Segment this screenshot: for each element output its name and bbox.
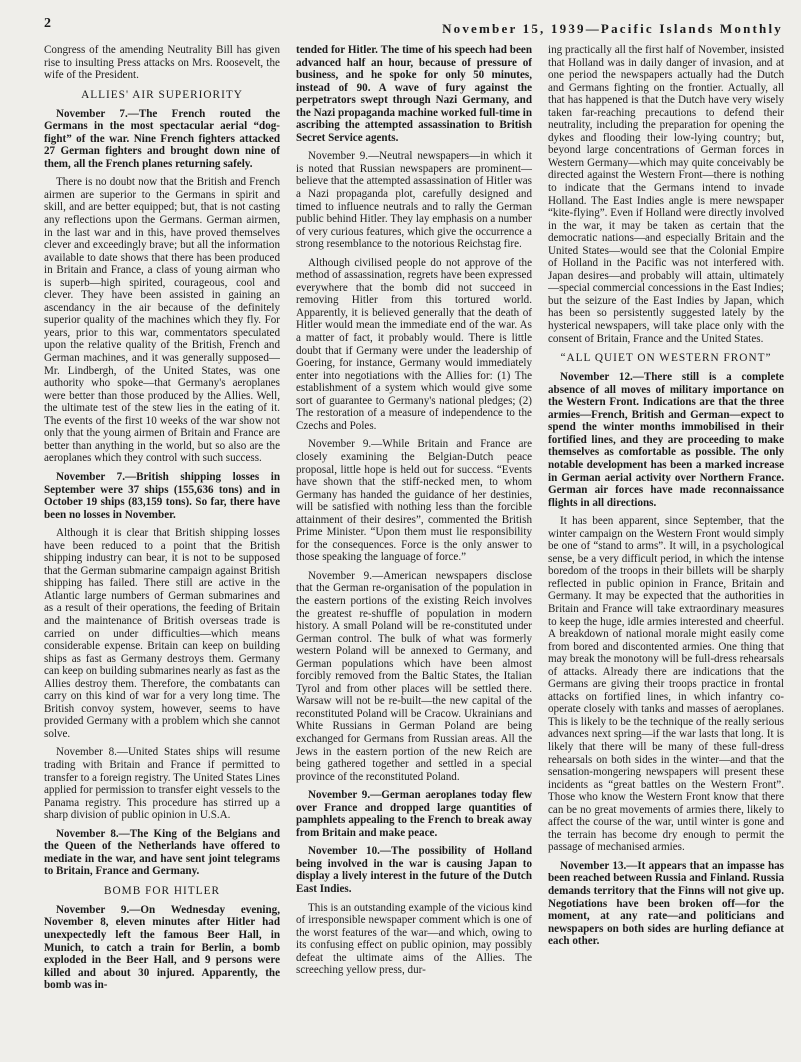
section-heading: “ALL QUIET ON WESTERN FRONT”: [560, 352, 772, 365]
section-heading: ALLIES' AIR SUPERIORITY: [81, 88, 243, 101]
news-item-lead: November 7.—The French routed the Germans in the most spectacular aerial “dog-fight” of the war. Nine French fighters attacked 27 German fighters and brought down nine of them, all the French planes returning safely.: [44, 107, 280, 170]
running-title: November 15, 1939—Pacific Islands Monthly: [442, 21, 783, 36]
paragraph: Congress of the amending Neutrality Bill has given rise to insulting Press attacks on Mrs. Roosevelt, the wife of the President.: [44, 44, 280, 82]
paragraph: November 9.—American newspapers disclose that the German re-organisation of the population in the eastern portions of the existing Reich involves the greatest re-shuffle of population in modern history. A small Poland will be re-constituted under German control. The bulk of what was formerly western Poland will be annexed to Germany, and German populations which have been almost forcibly removed from the Baltic States, the Italian Tyrol and from other places will be settled there. Warsaw will not be re-built—the new capital of the reconstituted Poland will be Cracow. Ukrainians and White Russians in German Poland are being exchanged for Germans from Russian areas. All the Jews in the eastern portion of the new Reich are being gathered together and settled in a special province of the reconstituted Poland.: [296, 569, 532, 783]
paragraph: ing practically all the first half of November, insisted that Holland was in daily danger of invasion, and at one period the newspapers actually had the Dutch and Germans fighting on the frontier. Actually, all that has happened is that the Dutch have very wisely taken far-reaching precautions to defend their neutrality, including the preparation for opening the dykes and flooding their low-lying country; but, beyond large concentrations of German forces in Western Germany—which may quite conceivably be directed against the Western Front—there is nothing to indicate that the Germans intend to invade Holland. The East Indies angle is mere newspaper “kite-flying”. Even if Holland were directly involved in the war, it may be taken as certain that the democratic nations—and especially Britain and the United States—would see that the Colonial Empire of Holland in the Pacific was not interfered with. Japan desires—and probably will attain, ultimately—special commercial concessions in the East Indies; but the seizure of the East Indies by Japan, which has been so persistently suggested lately by the hysterical newspapers, will take place only with the consent of Britain, France and the United States.: [548, 44, 784, 345]
column-1: [44, 44, 280, 1054]
paragraph: November 9.—Neutral newspapers—in which it is noted that Russian newspapers are prominent—believe that the attempted assassination of Hitler was a Nazi propaganda plot, carefully designed and timed to influence neutrals and to rally the German public behind Hitler. They lay emphasis on a number of very curious features, which give the occurrence a strong resemblance to the notorious Reichstag fire.: [296, 150, 532, 251]
paragraph: Although it is clear that British shipping losses have been reduced to a point that the British shipping industry can bear, it is not to be supposed that the German submarine campaign against British shipping has failed. There still are active in the Atlantic large numbers of German submarines and as a result of their operations, the feeding of Britain and the maintenance of British overseas trade is carried on under difficulties—which means considerable expense. Britain can keep on building ships as fast as Germany destroys them. Germany can keep on building submarines nearly as fast as the Allies destroy them. Therefore, the combatants can carry on this kind of war for a very long time. The British convoy system, however, seems to have provided Germany with a problem which she cannot solve.: [44, 527, 280, 740]
paragraph: It has been apparent, since September, that the winter campaign on the Western Front would simply be one of “stand to arms”. It will, in a psychological sense, be a very difficult period, in which the intense boredom of the troops in their billets will be sharply reflected in public opinion in France, Britain and Germany. It may be expected that the authorities in Britain and France will take extraordinary measures to keep the huge, idle armies interested and cheerful. A breakdown of national morale might easily come from bored and discontented armies. One thing that may break the monotony will be full-dress rehearsals of attacks. Already there are indications that the Germans are giving their troops practice in frontal attacks on fortified lines, in which infantry co-operate closely with tanks and masses of aeroplanes. This is likely to be the technique of the really serious advances next spring—if the war lasts that long. It is likely that there will be many of these full-dress rehearsals on both sides in the winter—and that the sensation-mongering newspapers will present these incidents as “great battles on the Western Front”. Those who know the Western Front know that there can be no great movements of armies there, likely to affect the course of the war, until winter is gone and the terrain has become dry enough to permit the passage of mechanised armies.: [548, 515, 784, 854]
news-item-lead: November 13.—It appears that an impasse has been reached between Russia and Finland. Russia demands territory that the Finns will not give up. Negotiations have been broken off—for the moment, at any rate—and politicians and newspapers on both sides are hurling defiance at each other.: [548, 859, 784, 948]
page-number: 2: [44, 16, 52, 31]
paragraph: There is no doubt now that the British and French airmen are superior to the Germans in spirit and skill, and are better equipped; but, that is not casting any reflections upon the Germans. German airmen, in the last war and in this, have proved themselves clever and exceedingly brave; but all the information available to date shows that there has been produced in Britain and France, a class of young airman who is superb—high spirited, courageous, cool and clever. They have been assisted in gaining an ascendancy in the air because of the definitely superior quality of the machines which they fly. For years, prior to this war, commentators speculated upon the relative quality of the British, French and German machines, and it was generally supposed—Mr. Lindbergh, of the United States, was one authority who spoke—that Germany's aeroplanes were better than those produced by the Allies. Well, the ultimate test of the stew lies in the eating of it. The events of the first 10 weeks of the war show not only that the young airmen of Britain and France are better than anything in the world, but so also are the aeroplanes which they control with such success.: [44, 176, 280, 465]
news-item-lead: November 8.—The King of the Belgians and the Queen of the Netherlands have offered to mediate in the war, and have sent joint telegrams to Britain, France and Germany.: [44, 827, 280, 878]
news-item-lead: November 7.—British shipping losses in September were 37 ships (155,636 tons) and in October 19 ships (83,159 tons). So far, there have been no losses in November.: [44, 470, 280, 521]
column-3: [548, 44, 784, 1054]
column-2: [296, 44, 532, 1054]
paragraph: This is an outstanding example of the vicious kind of irresponsible newspaper comment which is one of the worst features of the war—and which, owing to its confusing effect on public opinion, may possibly defeat the ultimate aims of the Allies. The screeching yellow press, dur-: [296, 901, 532, 977]
article-columns: [44, 44, 784, 1054]
news-item-lead: tended for Hitler. The time of his speech had been advanced half an hour, because of pressure of business, and he spoke for only 50 minutes, instead of 90. A wave of fury against the perpetrators swept through Nazi Germany, and the Nazi propaganda machine worked full-time in ascribing the attempted assassination to British Secret Service agents.: [296, 44, 532, 144]
news-item-lead: November 9.—On Wednesday evening, November 8, eleven minutes after Hitler had unexpectedly left the famous Beer Hall, in Munich, to catch a train for Berlin, a bomb exploded in the Beer Hall, and 9 persons were killed and about 30 injured. Apparently, the bomb was in-: [44, 903, 280, 992]
paragraph: November 8.—United States ships will resume trading with Britain and France if permitted to transfer to a foreign registry. The United States Lines applied for permission to transfer eight vessels to the Panama registry. This procedure has stirred up a sharp division of public opinion in U.S.A.: [44, 746, 280, 822]
news-item-lead: November 12.—There still is a complete absence of all moves of military importance on the Western Front. Indications are that the three armies—French, British and German—expect to spend the winter months immobilised in their fortified lines, and they are proceeding to make themselves as comfortable as possible. The only notable development has been a marked increase in German aerial activity over Northern France. German air forces have made reconnaissance flights in all directions.: [548, 371, 784, 509]
news-item-lead: November 10.—The possibility of Holland being involved in the war is causing Japan to display a lively interest in the future of the Dutch East Indies.: [296, 845, 532, 895]
paragraph: Although civilised people do not approve of the method of assassination, regrets have been expressed everywhere that the bomb did not succeed in removing Hitler from this tortured world. Apparently, it is believed generally that the death of Hitler would mean the immediate end of the war. As a matter of fact, it probably would. There is little doubt that if Germany were under the leadership of Goering, for instance, Germany would immediately enter into negotiations with the Allies for: (1) The establishment of a system which would give some sort of guarantee to Germany's national pledges; (2) The restoration of a measure of independence to the Czechs and Poles.: [296, 256, 532, 432]
paragraph: November 9.—While Britain and France are closely examining the Belgian-Dutch peace proposal, little hope is held out for success. “Events have shown that the stiff-necked men, to whom Germany has handed the guidance of her destinies, will be satisfied with nothing less than the forcible attainment of their desires”, commented the British Prime Minister. “Upon them must lie responsibility for the consequences. Force is the only answer to those speaking the language of force.”: [296, 438, 532, 564]
page-header: [0, 0, 801, 44]
news-item-lead: November 9.—German aeroplanes today flew over France and dropped large quantities of pamphlets appealing to the French to break away from Britain and make peace.: [296, 789, 532, 839]
section-heading: BOMB FOR HITLER: [103, 884, 221, 897]
